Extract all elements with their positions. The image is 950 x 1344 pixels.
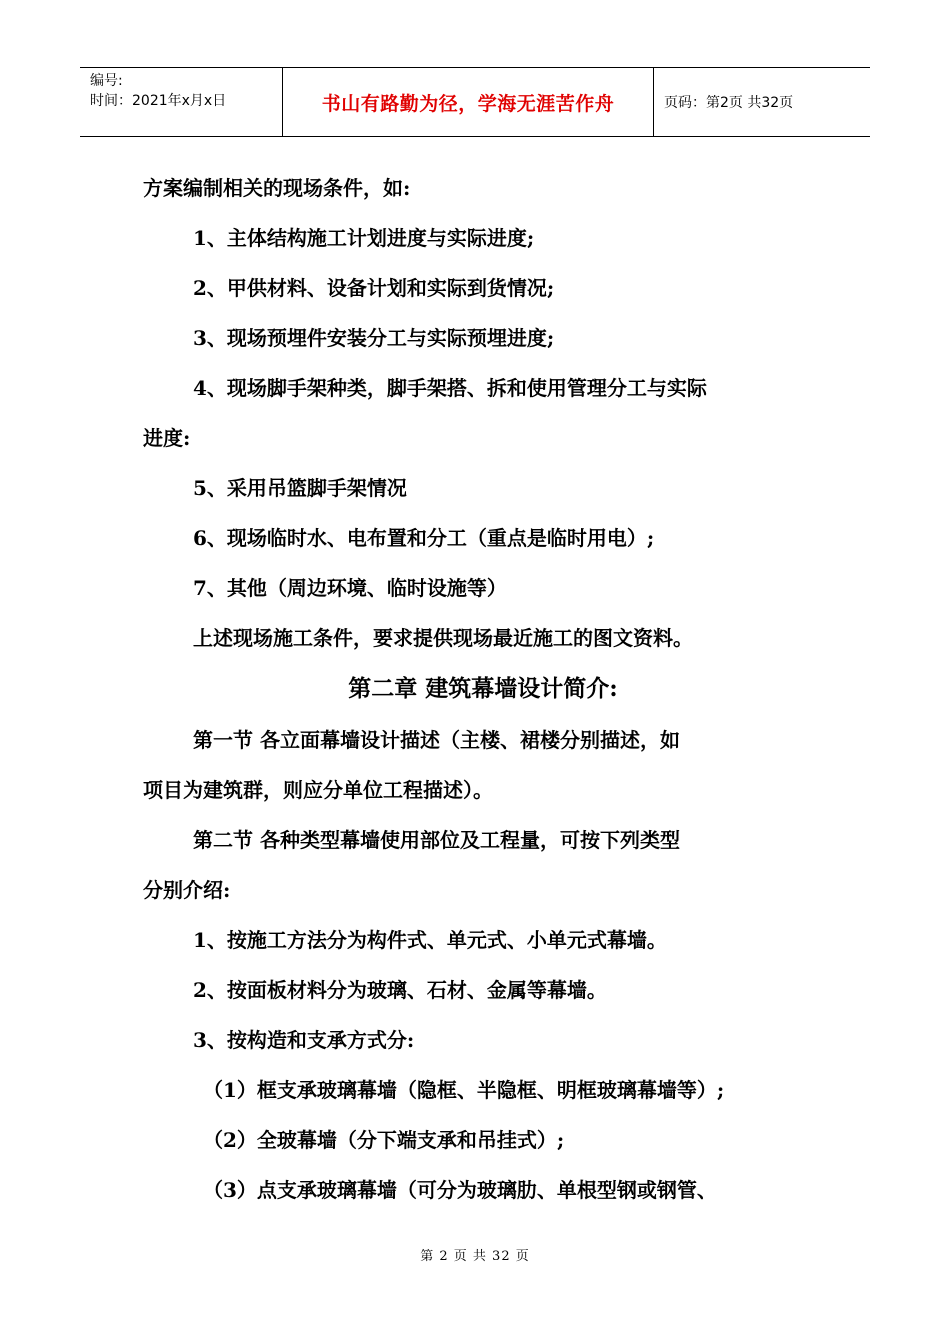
time-label: 时间：2021年x月x日	[90, 93, 227, 109]
body-line: 分别介绍:	[143, 878, 231, 902]
body-line: （3）点支承玻璃幕墙（可分为玻璃肋、单根型钢或钢管、	[203, 1178, 717, 1202]
page-footer: 第 2 页 共 32 页	[420, 1249, 530, 1264]
body-line: 第一节 各立面幕墙设计描述（主楼、裙楼分别描述，如	[193, 728, 680, 752]
body-line: 方案编制相关的现场条件，如:	[143, 176, 411, 200]
body-line: 5、采用吊篮脚手架情况	[193, 476, 407, 500]
body-line: 进度:	[143, 426, 191, 450]
document-body	[143, 163, 823, 1215]
header-page-info: 页码：第2页 共32页	[664, 95, 794, 111]
body-line: （1）框支承玻璃幕墙（隐框、半隐框、明框玻璃幕墙等）;	[203, 1078, 725, 1102]
body-line: 3、现场预埋件安装分工与实际预埋进度;	[193, 326, 555, 350]
body-line: 1、主体结构施工计划进度与实际进度;	[193, 226, 535, 250]
body-line: 第二节 各种类型幕墙使用部位及工程量，可按下列类型	[193, 828, 680, 852]
body-line: （2）全玻幕墙（分下端支承和吊挂式）;	[203, 1128, 565, 1152]
body-line: 2、按面板材料分为玻璃、石材、金属等幕墙。	[193, 978, 607, 1002]
body-line: 6、现场临时水、电布置和分工（重点是临时用电）;	[193, 526, 655, 550]
body-line: 3、按构造和支承方式分:	[193, 1028, 415, 1052]
chapter-heading: 第二章 建筑幕墙设计简介:	[348, 675, 618, 702]
header-motto: 书山有路勤为径，学海无涯苦作舟	[282, 68, 654, 136]
body-line: 2、甲供材料、设备计划和实际到货情况;	[193, 276, 555, 300]
body-line: 1、按施工方法分为构件式、单元式、小单元式幕墙。	[193, 928, 667, 952]
page-header	[80, 67, 870, 137]
body-line: 7、其他（周边环境、临时设施等）	[193, 576, 507, 600]
header-meta	[80, 68, 282, 136]
serial-label: 编号:	[90, 73, 123, 89]
body-line: 4、现场脚手架种类，脚手架搭、拆和使用管理分工与实际	[193, 376, 707, 400]
body-line: 上述现场施工条件，要求提供现场最近施工的图文资料。	[193, 626, 693, 650]
body-line: 项目为建筑群，则应分单位工程描述）。	[143, 778, 493, 802]
